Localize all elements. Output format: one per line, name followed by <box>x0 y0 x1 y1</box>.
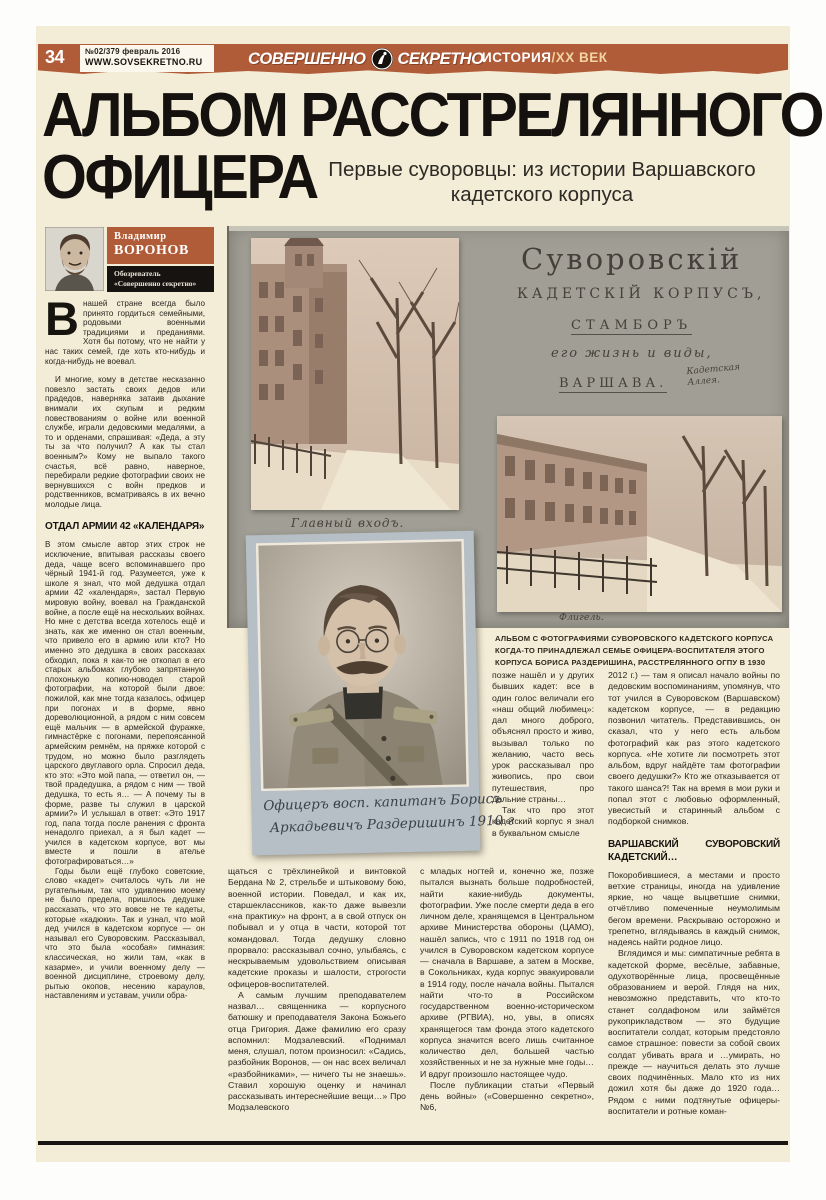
portrait-caption-line2: Аркадьевичъ Раздеришинъ 1910 г <box>269 812 515 837</box>
section-suffix: /XX ВЕК <box>551 50 608 65</box>
subheading-varshavsky: ВАРШАВСКИЙ СУВОРОВСКИЙ КАДЕТСКИЙ… <box>608 838 780 863</box>
paragraph: Годы были ещё глубоко советские, слово «кадет» считалось чуть ли не ругательным, так что удивлению моему не было предела, пришлось дедушке рассказать, что это вовсе не те кадеты, которые «кадюки». Так и узнал, что мой дед учился в кадетском корпусе — он называл его Суворовским. Рассказывал, что это была «особая» гимназия: классическая, но жили там, «как в казарме», и учили военному делу — военной дисциплине, строевому делу, рытью окопов, несению караулов, наставлениям и уставам, учили обра- <box>45 866 205 1001</box>
masthead <box>248 44 483 74</box>
text-column-1 <box>45 299 205 1139</box>
author-first-name: Владимир <box>114 231 167 242</box>
album-handwriting-line3: СТАМБОРЪ <box>571 318 693 333</box>
paragraph: В этом смысле автор этих строк не исключение, впитывая рассказы своего деда, чаще всего вспоминавшего про чёрный 1941-й год. Разумеется, уже к школе я знал, что мой дедушка отдал армии 42 «календаря», застал Первую мировую войну, воевал на Гражданской войне, а после ещё на нескольких войнах. Но мне с детства всегда хотелось ещё и знать, как же именно он стал военным, что привело его в армию или кто? Но именно это дедушка в своих рассказах обходил, пока я как-то не откопал в его старых альбомах глубоко запрятанную плохонькую копию-новодел старой фотографии, на которой были двое: пожилой, как мне тогда казалось, офицер при погонах и в форме, явно дореволюционной, а рядом с ним совсем ещё мальчик — в армейской фуражке, гимнастёрке с погонами, перепоясанной армейским ремнём, на пряжке которой с трудом, но можно было разглядеть царского двуглавого орла. Спросил деда, кто это: «Это мой папа, — ответил он, — твой прадедушка, а рядом с ним — твой дедушка, то есть я… — А почему ты в форме, разве ты служил в царской армии?» И услышал в ответ: «Это 1917 год, папа тогда после ранения с фронта ненадолго приехал, а я был кадет — учился в кадетском корпусе, вот мы вместе и пошли в ателье фотографироваться…» <box>45 540 205 867</box>
album-left-photo <box>251 238 459 510</box>
portrait-photo <box>256 539 469 791</box>
album-print-caption: АЛЬБОМ С ФОТОГРАФИЯМИ СУВОРОВСКОГО КАДЕТСКОГО КОРПУСА КОГДА-ТО ПРИНАДЛЕЖАЛ СЕМЬЕ ОФИЦЕРА-ВОСПИТАТЕЛЯ ЭТОГО КОРПУСА БОРИСА РАЗДЕРИШИНА, РАССТРЕЛЯННОГО ОГПУ В 1930 <box>495 634 774 667</box>
section-heading <box>482 50 607 65</box>
sovsekretno-emblem-icon <box>370 47 394 71</box>
text-column-3-wide <box>420 866 594 1140</box>
text-column-3-narrow <box>492 670 594 864</box>
album-handwriting-title: Суворовскій <box>521 242 743 276</box>
article-title-line1: АЛЬБОМ РАССТРЕЛЯННОГО <box>42 81 823 150</box>
site-url: WWW.SOVSEKRETNO.RU <box>85 57 203 67</box>
portrait-photo-card <box>246 531 515 856</box>
album-handwriting-sidenote: Кадетская Аллея. <box>686 362 741 389</box>
masthead-word-left: СОВЕРШЕННО <box>248 49 366 68</box>
author-role-box <box>107 266 214 292</box>
author-role-line1: Обозреватель <box>114 269 161 278</box>
album-handwriting-line4: его жизнь и виды, <box>551 346 713 361</box>
text-column-2 <box>228 866 406 1140</box>
album-right-photo-caption: Флигель. <box>559 612 604 623</box>
section-name: ИСТОРИЯ <box>482 50 552 65</box>
paragraph: позже нашёл и у других бывших кадет: все в один голос величали его «наш общий любимец»: дал много доброго, объяснял просто и живо, вызывал только по желанию, часто весь урок рассказывал про живопись, про свои путешествия, про дальние страны… <box>492 670 594 804</box>
drop-cap: В <box>45 299 79 345</box>
author-last-name: ВОРОНОВ <box>114 243 189 258</box>
paragraph: щаться с трёхлинейкой и винтовкой Бердана № 2, стрельбе и штыковому бою, военной истории. Поведал, и как их, старшеклассников, как-то даже вывезли «на практику» на фронт, а в свой отпуск он побывал и у отца в части, которой тот командовал. Тогда дедушку словно прорвало: рассказывал сочно, улыбаясь, с нескрываемым удовольствием описывая кадетские проказы и шалости, строгости офицеров-воспитателей. <box>228 866 406 989</box>
page-number: 34 <box>45 47 65 67</box>
paragraph: с младых ногтей и, конечно же, позже пытался вызнать больше подробностей, найти какие-нибудь документы, фотографии. Уже после смерти деда в его личном деле, хранящемся в Центральном архиве Министерства обороны (ЦАМО), нашёл запись, что с 1911 по 1918 год он учился в Суворовском кадетском корпусе — сначала в Варшаве, а затем в Москве, в Сокольниках, куда корпус эвакуировали в 1914 году, после начала войны. Пытался найти что-то в Российском государственном военно-историческом архиве (РГВИА), но, увы, в описях хранящегося там фонда этого кадетского корпуса значится всего лишь считанное количество дел, большей частью хозяйственных и не за нужные мне годы… И вдруг произошло настоящее чудо. <box>420 866 594 1079</box>
album-right-photo <box>497 416 782 612</box>
paragraph: Так что про этот кадетский корпус я знал в буквальном смысле <box>492 805 594 838</box>
album-handwriting-line5: ВАРШАВА. <box>559 376 668 391</box>
masthead-word-right: СЕКРЕТНО <box>397 49 484 68</box>
paragraph: Вглядимся и мы: симпатичные ребята в кадетской форме, весёлые, забавные, одухотворённые лица, просвещённые образованием и верой. Глядя на них, невозможно представить, что кто-то станет солдафоном или займётся рукоприкладством — это будущие воспитатели солдат, которым предстояло самое страшное: повести за собой своих солдат убивать врага и …умирать, но прежде — научиться делать это лучше своих подчинённых. Мало кто из них дожил хотя бы даже до 1920 года… Рядом с ними подтянутые офицеры-воспитатели и ротные коман- <box>608 948 780 1116</box>
portrait-caption-line1: Офицеръ восп. капитанъ Борисъ <box>263 790 503 815</box>
album-handwriting-line2: КАДЕТСКІЙ КОРПУСЪ, <box>517 286 766 302</box>
paragraph: А самым лучшим преподавателем назвал… священника — корпусного батюшку и преподавателя Закона Божьего отца Григория. Даже фамилию его сразу вспомнил: Модзалевский. «Поднимал меня, слушал, потом произносил: «Садись, разбойник Воронов, — он нас всех величал «разбойниками», — ничего ты не знаешь». Ставил хорошую оценку и начинал рассказывать интереснейшие вещи…» Про Модзалевского <box>228 989 406 1113</box>
article-title-line2: ОФИЦЕРА <box>42 143 317 212</box>
subheading-otdal-armii: ОТДАЛ АРМИИ 42 «КАЛЕНДАРЯ» <box>45 521 205 533</box>
article-subtitle: Первые суворовцы: из истории Варшавского кадетского корпуса <box>328 158 756 206</box>
paragraph: 2012 г.) — там я описал начало войны по дедовским воспоминаниям, упомянув, что тот учился в Суворовском (Варшавском) кадетском корпусе, — в редакцию позвонил читатель. Представившись, он сказал, что у него есть альбом фотографий как раз этого кадетского корпуса. «Не хотите ли посмотреть этот альбом, вдруг найдёте там фотографии своего дедушки?» Кто же отказывается от такого шанса?! Так на время в мои руки и попал этот с любовью оформленный, увесистый и старинный альбом с подборкой снимков. <box>608 670 780 827</box>
paragraph: Покоробившиеся, а местами и просто ветхие страницы, иногда на удивление яркие, но чаще выцветшие снимки, отчётливо помеченные неумолимым бегом времени. Раскрываю осторожно и трепетно, вглядываясь в каждый снимок, надеясь найти родное лицо. <box>608 869 780 947</box>
issue-number: №02/379 февраль 2016 <box>85 47 181 56</box>
album-left-photo-caption: Главный входъ. <box>291 516 405 530</box>
paragraph: нашей стране всегда было принято гордиться семейными, родовыми военными традициями и преданиями. Хотя бы потому, что не найти у нас таких семей, где хоть кто-нибудь и когда-нибудь не воевал. <box>45 299 205 366</box>
author-photo <box>45 227 104 291</box>
paragraph: После публикации статьи «Первый день войны» («Совершенно секретно», №6, <box>420 1079 594 1113</box>
issue-info-box <box>80 45 214 72</box>
author-name-box <box>107 227 214 264</box>
author-role-line2: «Совершенно секретно» <box>114 278 197 288</box>
text-column-4 <box>608 670 780 1140</box>
bottom-rule <box>38 1141 788 1145</box>
paragraph: И многие, кому в детстве несказанно повезло застать своих дедов или прадедов, наверняка затаив дыхание внимали их скупым и редким повествованиям о войне или военной службе, играли дедовскими медалями, а то и орденами, спрашивая: «Деда, а эту ты за что получил? А как ты стал военным?» Кому не выпало такого счастья, всё равно, наверное, перебирали редкие фотографии своих не вернувшихся с войн предков и родственников, всматриваясь в их вечно молодые лица. <box>45 375 205 509</box>
